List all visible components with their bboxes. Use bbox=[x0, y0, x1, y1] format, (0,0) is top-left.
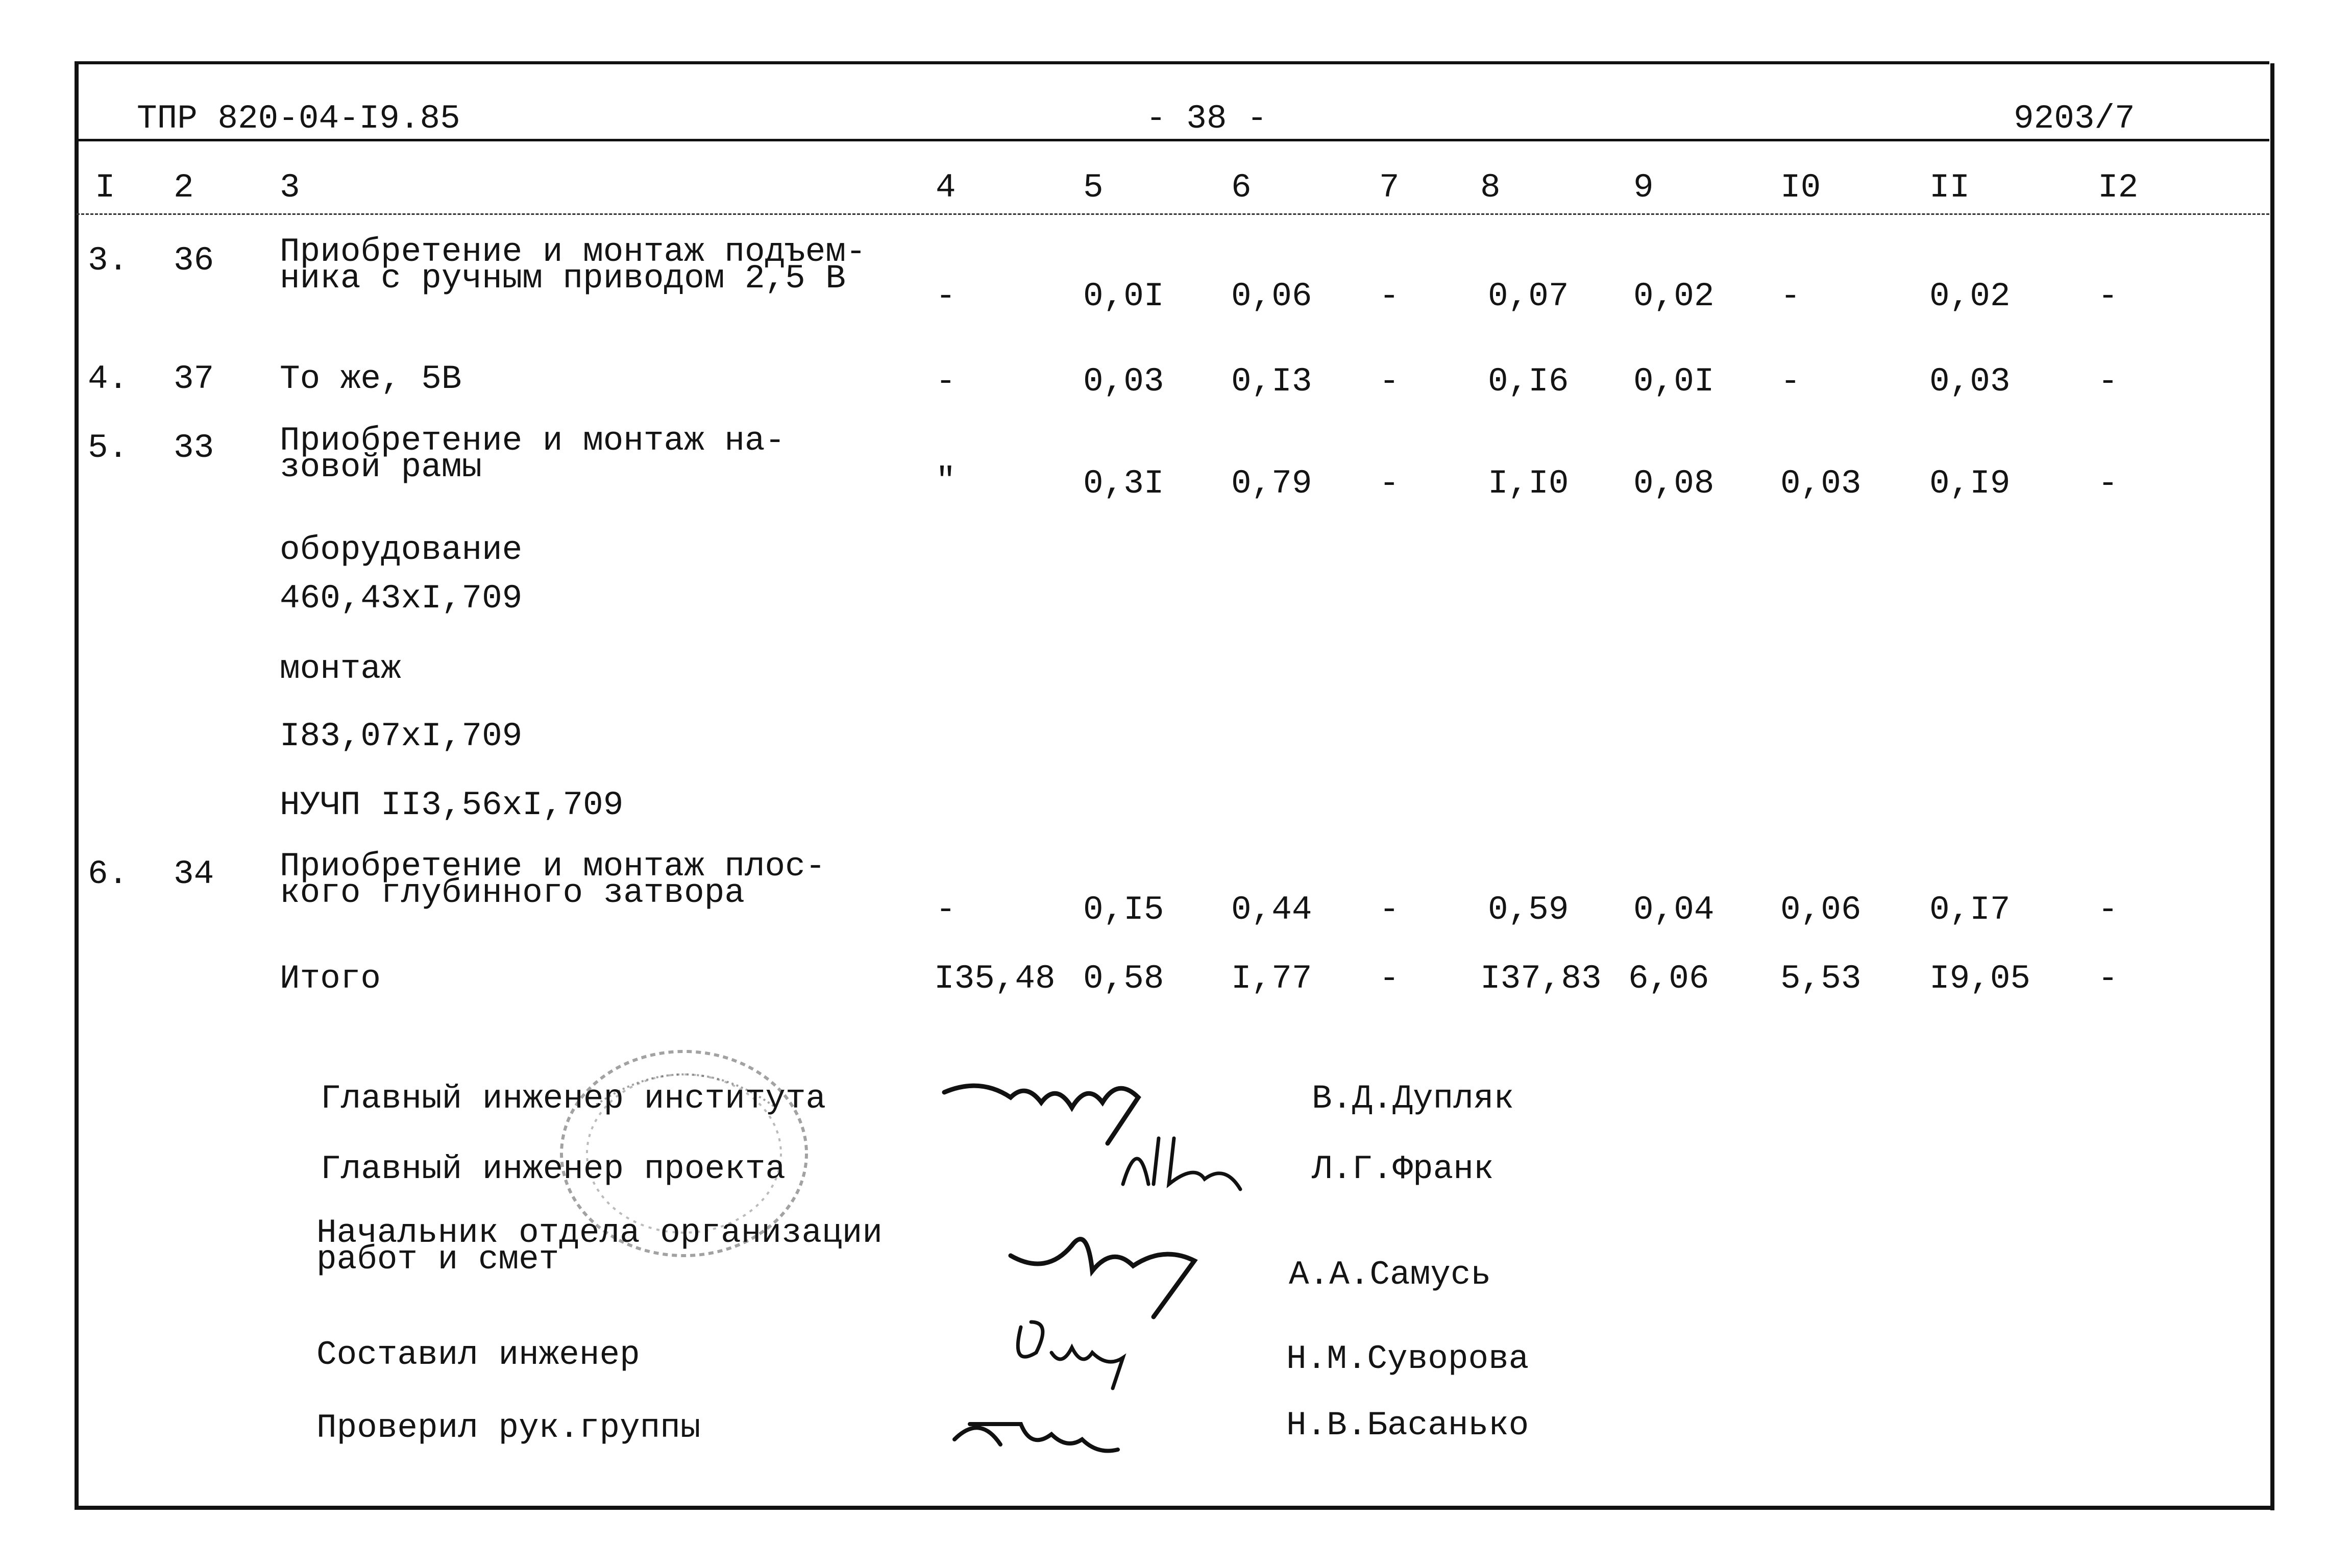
cell-c7: - bbox=[1379, 891, 1400, 929]
signer-role: Главный инженер проекта bbox=[321, 1150, 786, 1188]
cell-c11: 0,I9 bbox=[1929, 464, 2011, 503]
row-ref: 36 bbox=[174, 241, 214, 280]
signature-scribble bbox=[1113, 1123, 1266, 1199]
cell-c10: 0,06 bbox=[1780, 891, 1862, 929]
row-description: Приобретение и монтаж плос- кого глубинного затвора bbox=[280, 847, 826, 912]
col-num-1: I bbox=[95, 168, 115, 207]
row-number: 5. bbox=[88, 429, 129, 467]
total-c8: I37,83 bbox=[1480, 960, 1602, 998]
header-divider bbox=[77, 139, 2269, 141]
col-num-3: 3 bbox=[280, 168, 300, 207]
row-description: Приобретение и монтаж на- зовой рамы bbox=[280, 422, 786, 486]
cell-c5: 0,I5 bbox=[1083, 891, 1164, 929]
column-number-divider bbox=[77, 213, 2269, 215]
cell-c10: 0,03 bbox=[1780, 464, 1862, 503]
cell-c6: 0,I3 bbox=[1231, 362, 1312, 401]
total-c12: - bbox=[2098, 960, 2118, 998]
total-c4: I35,48 bbox=[934, 960, 1056, 998]
col-num-7: 7 bbox=[1379, 168, 1400, 207]
cell-c5: 0,0I bbox=[1083, 277, 1164, 315]
col-num-6: 6 bbox=[1231, 168, 1252, 207]
col-num-11: II bbox=[1929, 168, 1970, 207]
cell-c11: 0,02 bbox=[1929, 277, 2011, 315]
archive-number: 9203/7 bbox=[2014, 100, 2135, 138]
signature-scribble bbox=[949, 1393, 1133, 1465]
frame-left-border bbox=[75, 61, 79, 1508]
mounting-calc: I83,07xI,709 bbox=[280, 717, 523, 755]
cell-c7: - bbox=[1379, 362, 1400, 401]
col-num-5: 5 bbox=[1083, 168, 1104, 207]
cell-c9: 0,04 bbox=[1633, 891, 1715, 929]
col-num-8: 8 bbox=[1480, 168, 1501, 207]
cell-c4: - bbox=[936, 362, 956, 401]
row-number: 4. bbox=[88, 360, 129, 398]
col-num-10: I0 bbox=[1780, 168, 1821, 207]
col-num-9: 9 bbox=[1633, 168, 1654, 207]
cell-c10: - bbox=[1780, 277, 1801, 315]
row-description: Приобретение и монтаж подъем- ника с ручным приводом 2,5 В bbox=[280, 233, 866, 298]
signer-name: Л.Г.Франк bbox=[1312, 1150, 1494, 1188]
cell-c5: 0,3I bbox=[1083, 464, 1164, 503]
signature-scribble bbox=[1000, 1307, 1143, 1393]
doc-code: ТПР 820-04-I9.85 bbox=[137, 100, 460, 138]
total-c11: I9,05 bbox=[1929, 960, 2031, 998]
total-label: Итого bbox=[280, 960, 381, 998]
total-c5: 0,58 bbox=[1083, 960, 1164, 998]
cell-c12: - bbox=[2098, 891, 2118, 929]
total-c9: 6,06 bbox=[1628, 960, 1709, 998]
col-num-12: I2 bbox=[2098, 168, 2139, 207]
signer-name: В.Д.Дупляк bbox=[1312, 1080, 1514, 1118]
signer-name: А.А.Самусь bbox=[1289, 1256, 1491, 1294]
signer-role: Начальник отдела организации работ и смет bbox=[316, 1214, 883, 1279]
cell-c10: - bbox=[1780, 362, 1801, 401]
cell-c12: - bbox=[2098, 464, 2118, 503]
mounting-label: монтаж bbox=[280, 650, 401, 688]
cell-c8: I,I0 bbox=[1488, 464, 1569, 503]
row-description: То же, 5В bbox=[280, 360, 462, 398]
col-num-4: 4 bbox=[936, 168, 956, 207]
cell-c6: 0,06 bbox=[1231, 277, 1312, 315]
cell-c4: " bbox=[936, 462, 956, 500]
total-c10: 5,53 bbox=[1780, 960, 1862, 998]
page-number: - 38 - bbox=[1146, 100, 1267, 138]
signer-role: Составил инженер bbox=[316, 1336, 640, 1374]
cell-c7: - bbox=[1379, 464, 1400, 503]
signer-role: Главный инженер института bbox=[321, 1080, 826, 1118]
cell-c11: 0,I7 bbox=[1929, 891, 2011, 929]
cell-c4: - bbox=[936, 891, 956, 929]
cell-c11: 0,03 bbox=[1929, 362, 2011, 401]
row-number: 6. bbox=[88, 855, 129, 893]
cell-c8: 0,07 bbox=[1488, 277, 1569, 315]
cell-c8: 0,59 bbox=[1488, 891, 1569, 929]
row-ref: 33 bbox=[174, 429, 214, 467]
cell-c9: 0,08 bbox=[1633, 464, 1715, 503]
cell-c7: - bbox=[1379, 277, 1400, 315]
equipment-calc: 460,43xI,709 bbox=[280, 579, 523, 618]
col-num-2: 2 bbox=[174, 168, 194, 207]
row-number: 3. bbox=[88, 241, 129, 280]
row-ref: 34 bbox=[174, 855, 214, 893]
frame-top-border bbox=[75, 61, 2269, 64]
row-ref: 37 bbox=[174, 360, 214, 398]
total-c7: - bbox=[1379, 960, 1400, 998]
signer-role: Проверил рук.группы bbox=[316, 1409, 701, 1447]
cell-c5: 0,03 bbox=[1083, 362, 1164, 401]
nuchp-calc: НУЧП II3,56xI,709 bbox=[280, 786, 624, 824]
signer-name: Н.М.Суворова bbox=[1286, 1340, 1529, 1378]
cell-c12: - bbox=[2098, 277, 2118, 315]
cell-c6: 0,44 bbox=[1231, 891, 1312, 929]
total-c6: I,77 bbox=[1231, 960, 1312, 998]
signer-name: Н.В.Басанько bbox=[1286, 1406, 1529, 1444]
cell-c12: - bbox=[2098, 362, 2118, 401]
cell-c8: 0,I6 bbox=[1488, 362, 1569, 401]
cell-c9: 0,02 bbox=[1633, 277, 1715, 315]
cell-c9: 0,0I bbox=[1633, 362, 1715, 401]
equipment-label: оборудование bbox=[280, 531, 523, 569]
frame-right-border bbox=[2270, 63, 2274, 1510]
cell-c6: 0,79 bbox=[1231, 464, 1312, 503]
frame-bottom-border bbox=[75, 1506, 2274, 1510]
cell-c4: - bbox=[936, 277, 956, 315]
